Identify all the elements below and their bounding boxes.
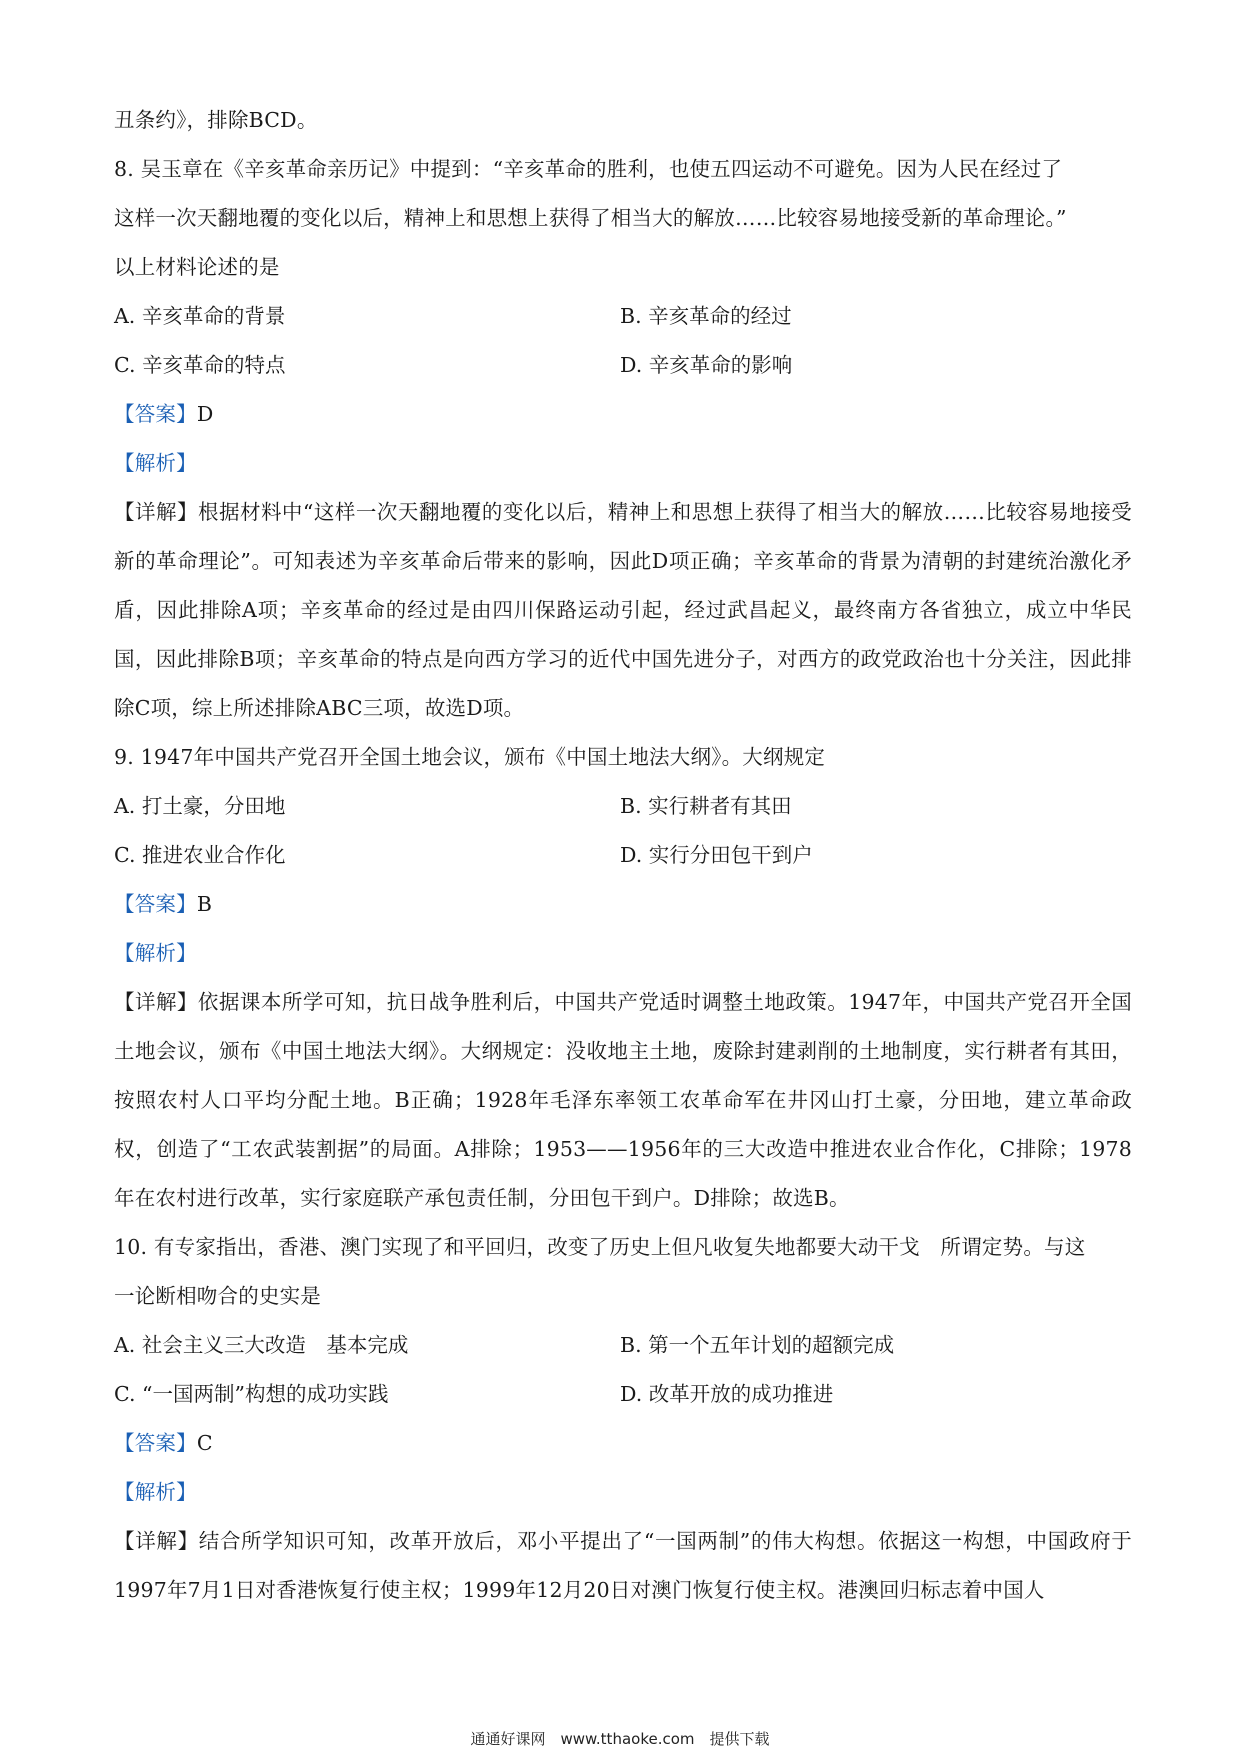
option-a: A. 辛亥革命的背景 bbox=[114, 304, 286, 328]
option-a: A. 社会主义三大改造 基本完成 bbox=[114, 1333, 409, 1357]
detail-paragraph bbox=[114, 1517, 1132, 1615]
analysis-line bbox=[114, 1468, 1132, 1517]
analysis-tag: 【解析】 bbox=[114, 451, 197, 475]
detail-paragraph bbox=[114, 978, 1132, 1223]
answer-tag: 【答案】 bbox=[114, 892, 197, 916]
detail-paragraph bbox=[114, 488, 1132, 733]
option-b: B. 第一个五年计划的超额完成 bbox=[620, 1333, 895, 1357]
analysis-tag: 【解析】 bbox=[114, 1480, 197, 1504]
option-a: A. 打土豪，分田地 bbox=[114, 794, 286, 818]
answer-tag: 【答案】 bbox=[114, 402, 197, 426]
option-b: B. 实行耕者有其田 bbox=[620, 794, 792, 818]
options-row bbox=[114, 292, 1132, 341]
question-stem-line: 这样一次天翻地覆的变化以后，精神上和思想上获得了相当大的解放……比较容易地接受新的革命理论。” bbox=[114, 206, 1067, 230]
carryover-line: 丑条约》，排除BCD。 bbox=[114, 108, 318, 132]
option-b: B. 辛亥革命的经过 bbox=[620, 304, 792, 328]
options-row bbox=[114, 1370, 1132, 1419]
options-row bbox=[114, 341, 1132, 390]
answer-line bbox=[114, 390, 1132, 439]
document-body bbox=[114, 96, 1132, 1615]
question-stem-line: 8. 吴玉章在《辛亥革命亲历记》中提到：“辛亥革命的胜利，也使五四运动不可避免。因为人民在经过了 bbox=[114, 157, 1063, 181]
question-10 bbox=[114, 1223, 1132, 1615]
option-d: D. 实行分田包干到户 bbox=[620, 843, 813, 867]
option-d: D. 辛亥革命的影响 bbox=[620, 353, 793, 377]
detail-text: 依据课本所学可知，抗日战争胜利后，中国共产党适时调整土地政策。1947年，中国共产党召开全国土地会议，颁布《中国土地法大纲》。大纲规定：没收地主土地，废除封建剥削的土地制度，实行耕者有其田，按照农村人口平均分配土地。B正确；1928年毛泽东率领工农革命军在井冈山打土豪，分田地，建立革命政权，创造了“工农武装割据”的局面。A排除；1953——1956年的三大改造中推进农业合作化，C排除；1978年在农村进行改革，实行家庭联产承包责任制，分田包干到户。D排除；故选B。 bbox=[114, 990, 1132, 1210]
analysis-tag: 【解析】 bbox=[114, 941, 197, 965]
answer-value: C bbox=[196, 1431, 213, 1455]
options-row bbox=[114, 831, 1132, 880]
answer-line bbox=[114, 880, 1132, 929]
question-stem-line: 10. 有专家指出，香港、澳门实现了和平回归，改变了历史上但凡收复失地都要大动干戈 所谓定势。与这 bbox=[114, 1235, 1086, 1259]
option-c: C. 辛亥革命的特点 bbox=[114, 353, 286, 377]
detail-text: 根据材料中“这样一次天翻地覆的变化以后，精神上和思想上获得了相当大的解放……比较容易地接受新的革命理论”。可知表述为辛亥革命后带来的影响，因此D项正确；辛亥革命的背景为清朝的封建统治激化矛盾，因此排除A项；辛亥革命的经过是由四川保路运动引起，经过武昌起义，最终南方各省独立，成立中华民国，因此排除B项；辛亥革命的特点是向西方学习的近代中国先进分子，对西方的政党政治也十分关注，因此排除C项，综上所述排除ABC三项，故选D项。 bbox=[114, 500, 1132, 720]
option-c: C. 推进农业合作化 bbox=[114, 843, 286, 867]
analysis-line bbox=[114, 929, 1132, 978]
question-stem-line: 一论断相吻合的史实是 bbox=[114, 1284, 321, 1308]
detail-tag: 【详解】 bbox=[114, 500, 198, 524]
answer-value: B bbox=[196, 892, 213, 916]
detail-text: 结合所学知识可知，改革开放后，邓小平提出了“一国两制”的伟大构想。依据这一构想，中国政府于1997年7月1日对香港恢复行使主权；1999年12月20日对澳门恢复行使主权。港澳回归标志着中国人 bbox=[114, 1529, 1132, 1602]
question-9 bbox=[114, 733, 1132, 1223]
options-row bbox=[114, 1321, 1132, 1370]
options-row bbox=[114, 782, 1132, 831]
detail-tag: 【详解】 bbox=[114, 1529, 199, 1553]
question-stem-line: 9. 1947年中国共产党召开全国土地会议，颁布《中国土地法大纲》。大纲规定 bbox=[114, 745, 826, 769]
answer-line bbox=[114, 1419, 1132, 1468]
option-d: D. 改革开放的成功推进 bbox=[620, 1382, 834, 1406]
question-stem-line: 以上材料论述的是 bbox=[114, 255, 280, 279]
option-c: C. “一国两制”构想的成功实践 bbox=[114, 1382, 389, 1406]
answer-value: D bbox=[196, 402, 214, 426]
detail-tag: 【详解】 bbox=[114, 990, 198, 1014]
question-8 bbox=[114, 145, 1132, 733]
analysis-line bbox=[114, 439, 1132, 488]
page-footer: 通通好课网 www.tthaoke.com 提供下载 bbox=[470, 1730, 770, 1748]
answer-tag: 【答案】 bbox=[114, 1431, 197, 1455]
